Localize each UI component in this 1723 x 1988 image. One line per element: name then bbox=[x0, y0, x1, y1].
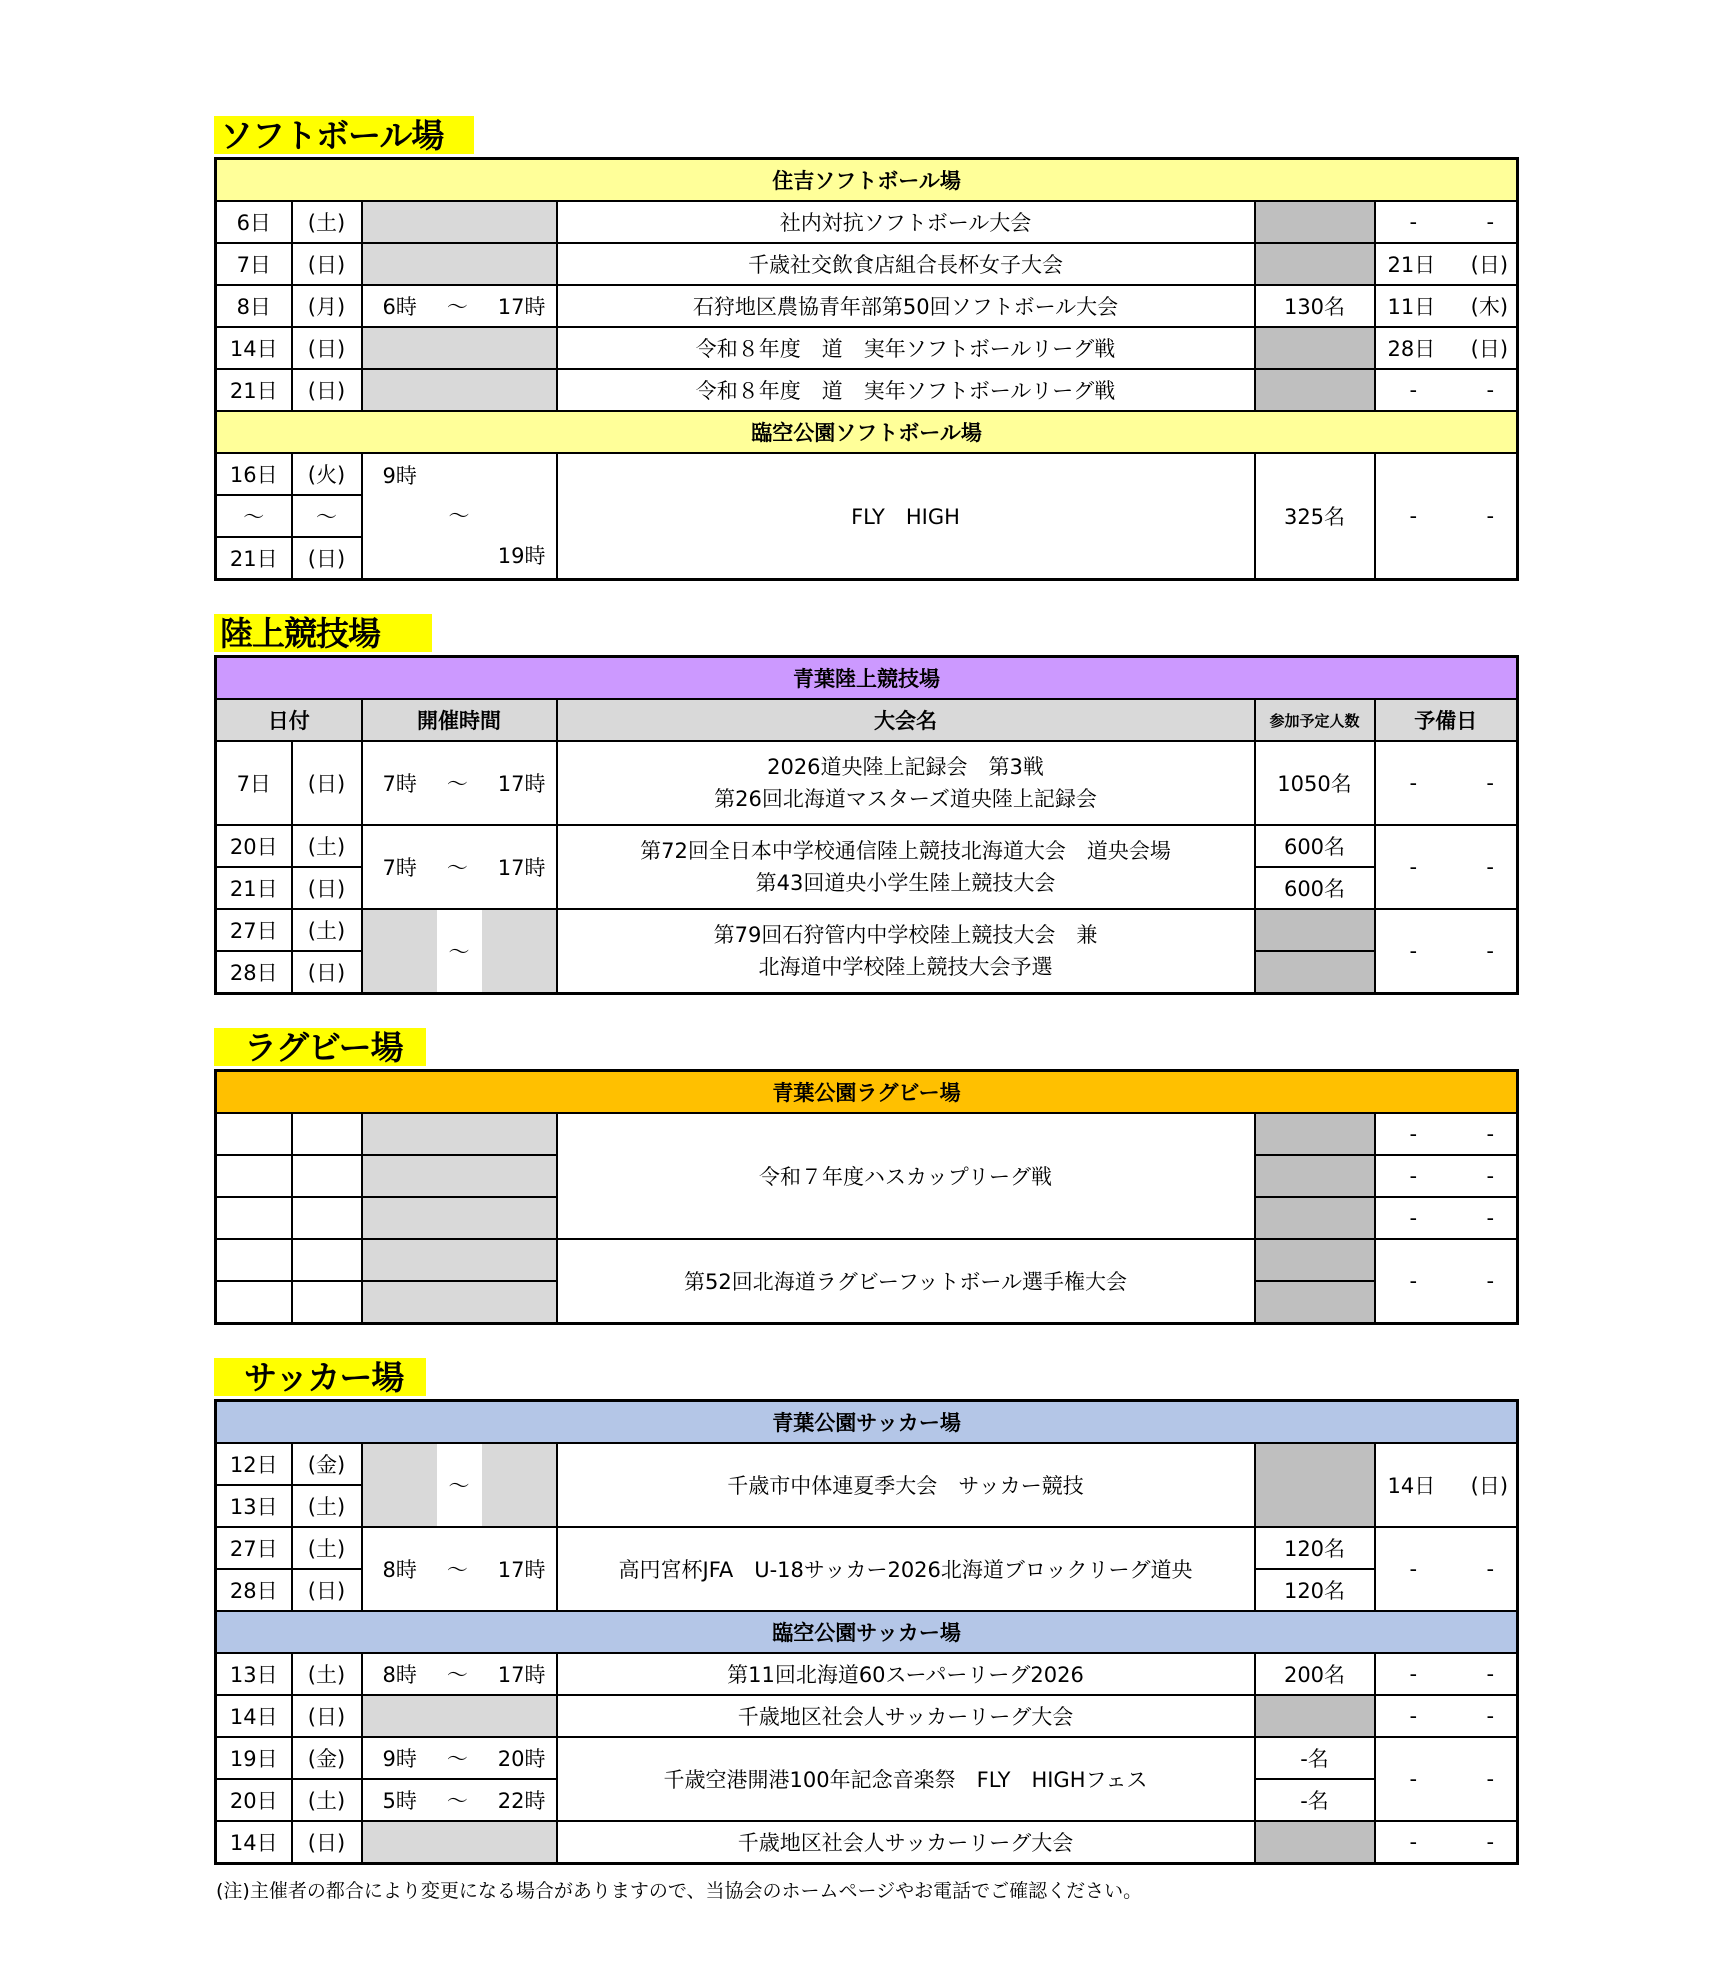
date-weekday: (土) bbox=[292, 909, 362, 951]
reserve-date: - - bbox=[1375, 1527, 1518, 1611]
event-name: 2026道央陸上記録会 第3戦 第26回北海道マスターズ道央陸上記録会 bbox=[557, 741, 1255, 825]
count-cell-empty bbox=[1255, 369, 1375, 411]
date-day: 27日 bbox=[216, 1527, 292, 1569]
date-weekday: (金) bbox=[292, 1443, 362, 1485]
date-weekday bbox=[292, 1155, 362, 1197]
date-day: 7日 bbox=[216, 741, 292, 825]
date-day: 14日 bbox=[216, 1821, 292, 1864]
count-cell-empty bbox=[1255, 327, 1375, 369]
participant-count: 600名 bbox=[1255, 825, 1375, 867]
event-name: 令和８年度 道 実年ソフトボールリーグ戦 bbox=[557, 327, 1255, 369]
reserve-date: - - bbox=[1375, 201, 1518, 243]
reserve-date: - - bbox=[1375, 1155, 1518, 1197]
date-day bbox=[216, 1113, 292, 1155]
table-row bbox=[216, 1443, 1518, 1485]
soccer-table bbox=[214, 1399, 1519, 1865]
date-day: 6日 bbox=[216, 201, 292, 243]
date-weekday: (日) bbox=[292, 1695, 362, 1737]
date-day: 28日 bbox=[216, 951, 292, 994]
date-day: 8日 bbox=[216, 285, 292, 327]
table-row bbox=[216, 243, 1518, 285]
date-day: 14日 bbox=[216, 327, 292, 369]
date-weekday: (日) bbox=[292, 951, 362, 994]
table-row bbox=[216, 1821, 1518, 1864]
reserve-date: - - bbox=[1375, 1197, 1518, 1239]
date-weekday: (土) bbox=[292, 201, 362, 243]
event-name: 千歳空港開港100年記念音楽祭 FLY HIGHフェス bbox=[557, 1737, 1255, 1821]
reserve-date: - - bbox=[1375, 1239, 1518, 1324]
date-day: 13日 bbox=[216, 1653, 292, 1695]
reserve-date: - - bbox=[1375, 1653, 1518, 1695]
reserve-date: - - bbox=[1375, 825, 1518, 909]
event-name: 第72回全日本中学校通信陸上競技北海道大会 道央会場 第43回道央小学生陸上競技大会 bbox=[557, 825, 1255, 909]
reserve-date: - - bbox=[1375, 453, 1518, 580]
time-range: 7時 ～ 17時 bbox=[362, 825, 557, 909]
time-range: ～ bbox=[362, 909, 557, 994]
date-weekday: (土) bbox=[292, 1485, 362, 1527]
softball-table bbox=[214, 157, 1519, 581]
track-section-title: 陸上競技場 bbox=[214, 614, 432, 652]
table-row bbox=[216, 1113, 1518, 1155]
date-day: 7日 bbox=[216, 243, 292, 285]
event-name: 千歳地区社会人サッカーリーグ大会 bbox=[557, 1695, 1255, 1737]
event-name: 第52回北海道ラグビーフットボール選手権大会 bbox=[557, 1239, 1255, 1324]
header-count: 参加予定人数 bbox=[1255, 699, 1375, 741]
count-cell-empty bbox=[1255, 1821, 1375, 1864]
softball-section-title: ソフトボール場 bbox=[214, 116, 474, 154]
table-row bbox=[216, 741, 1518, 825]
date-weekday bbox=[292, 1197, 362, 1239]
participant-count: 120名 bbox=[1255, 1569, 1375, 1611]
time-cell-empty bbox=[362, 1113, 557, 1155]
date-day: 12日 bbox=[216, 1443, 292, 1485]
participant-count: 130名 bbox=[1255, 285, 1375, 327]
reserve-date: - - bbox=[1375, 741, 1518, 825]
date-tilde: ～ bbox=[216, 495, 292, 537]
date-weekday: (土) bbox=[292, 1527, 362, 1569]
event-name: 第11回北海道60スーパーリーグ2026 bbox=[557, 1653, 1255, 1695]
table-row bbox=[216, 1653, 1518, 1695]
table-row bbox=[216, 825, 1518, 867]
count-cell-empty bbox=[1255, 1443, 1375, 1527]
table-row bbox=[216, 1737, 1518, 1779]
reserve-date: 11日 (木) bbox=[1375, 285, 1518, 327]
venue-header: 臨空公園ソフトボール場 bbox=[216, 411, 1518, 453]
date-day: 19日 bbox=[216, 1737, 292, 1779]
event-name: 令和８年度 道 実年ソフトボールリーグ戦 bbox=[557, 369, 1255, 411]
date-weekday: (日) bbox=[292, 1569, 362, 1611]
reserve-date: - - bbox=[1375, 369, 1518, 411]
venue-header: 臨空公園サッカー場 bbox=[216, 1611, 1518, 1653]
time-cell-empty bbox=[362, 369, 557, 411]
count-cell-empty bbox=[1255, 1239, 1375, 1281]
table-row bbox=[216, 1239, 1518, 1281]
table-row bbox=[216, 327, 1518, 369]
count-cell-empty bbox=[1255, 201, 1375, 243]
soccer-section-title: サッカー場 bbox=[214, 1358, 426, 1396]
time-range: ～ bbox=[362, 1443, 557, 1527]
participant-count: 1050名 bbox=[1255, 741, 1375, 825]
event-name: 第79回石狩管内中学校陸上競技大会 兼 北海道中学校陸上競技大会予選 bbox=[557, 909, 1255, 994]
time-cell-empty bbox=[362, 1821, 557, 1864]
date-weekday: (日) bbox=[292, 867, 362, 909]
reserve-date: 14日 (日) bbox=[1375, 1443, 1518, 1527]
reserve-date: - - bbox=[1375, 1113, 1518, 1155]
reserve-date: - - bbox=[1375, 1737, 1518, 1821]
table-row bbox=[216, 285, 1518, 327]
event-name: 千歳市中体連夏季大会 サッカー競技 bbox=[557, 1443, 1255, 1527]
header-reserve: 予備日 bbox=[1375, 699, 1518, 741]
column-headers bbox=[216, 699, 1518, 741]
date-weekday: (日) bbox=[292, 537, 362, 580]
reserve-date: - - bbox=[1375, 1695, 1518, 1737]
reserve-date: 28日 (日) bbox=[1375, 327, 1518, 369]
time-range: 9時 ～ 19時 bbox=[362, 453, 557, 580]
time-range: 7時 ～ 17時 bbox=[362, 741, 557, 825]
time-cell-empty bbox=[362, 243, 557, 285]
participant-count: 325名 bbox=[1255, 453, 1375, 580]
event-name: FLY HIGH bbox=[557, 453, 1255, 580]
track-table bbox=[214, 655, 1519, 995]
venue-header: 住吉ソフトボール場 bbox=[216, 159, 1518, 202]
time-cell-empty bbox=[362, 201, 557, 243]
count-cell-empty bbox=[1255, 1281, 1375, 1324]
footnote: (注)主催者の都合により変更になる場合がありますので、当協会のホームページやお電話でご確認ください。 bbox=[216, 1880, 1143, 1902]
time-range: 5時 ～ 22時 bbox=[362, 1779, 557, 1821]
date-day: 13日 bbox=[216, 1485, 292, 1527]
header-event: 大会名 bbox=[557, 699, 1255, 741]
table-row bbox=[216, 201, 1518, 243]
date-weekday: (土) bbox=[292, 825, 362, 867]
table-row bbox=[216, 369, 1518, 411]
participant-count: -名 bbox=[1255, 1737, 1375, 1779]
count-cell-empty bbox=[1255, 1197, 1375, 1239]
header-date: 日付 bbox=[216, 699, 362, 741]
date-weekday: (金) bbox=[292, 1737, 362, 1779]
rugby-table bbox=[214, 1069, 1519, 1325]
event-name: 社内対抗ソフトボール大会 bbox=[557, 201, 1255, 243]
participant-count: 120名 bbox=[1255, 1527, 1375, 1569]
time-range: 8時 ～ 17時 bbox=[362, 1653, 557, 1695]
table-row bbox=[216, 1527, 1518, 1569]
time-range: 9時 ～ 20時 bbox=[362, 1737, 557, 1779]
date-day: 20日 bbox=[216, 825, 292, 867]
time-range: 6時 ～ 17時 bbox=[362, 285, 557, 327]
date-weekday: (土) bbox=[292, 1653, 362, 1695]
date-weekday bbox=[292, 1239, 362, 1281]
venue-header: 青葉陸上競技場 bbox=[216, 657, 1518, 700]
count-cell-empty bbox=[1255, 951, 1375, 994]
date-weekday: (月) bbox=[292, 285, 362, 327]
count-cell-empty bbox=[1255, 1113, 1375, 1155]
participant-count: -名 bbox=[1255, 1779, 1375, 1821]
event-name: 石狩地区農協青年部第50回ソフトボール大会 bbox=[557, 285, 1255, 327]
participant-count: 600名 bbox=[1255, 867, 1375, 909]
date-weekday: (日) bbox=[292, 1821, 362, 1864]
date-weekday: (日) bbox=[292, 369, 362, 411]
time-cell-empty bbox=[362, 327, 557, 369]
reserve-date: 21日 (日) bbox=[1375, 243, 1518, 285]
date-day bbox=[216, 1155, 292, 1197]
count-cell-empty bbox=[1255, 1155, 1375, 1197]
time-cell-empty bbox=[362, 1155, 557, 1197]
count-cell-empty bbox=[1255, 909, 1375, 951]
event-name: 千歳地区社会人サッカーリーグ大会 bbox=[557, 1821, 1255, 1864]
time-cell-empty bbox=[362, 1281, 557, 1324]
participant-count: 200名 bbox=[1255, 1653, 1375, 1695]
date-day bbox=[216, 1239, 292, 1281]
date-day: 27日 bbox=[216, 909, 292, 951]
event-name: 千歳社交飲食店組合長杯女子大会 bbox=[557, 243, 1255, 285]
table-row bbox=[216, 1695, 1518, 1737]
event-name: 高円宮杯JFA U-18サッカー2026北海道ブロックリーグ道央 bbox=[557, 1527, 1255, 1611]
venue-header: 青葉公園ラグビー場 bbox=[216, 1071, 1518, 1114]
date-day: 20日 bbox=[216, 1779, 292, 1821]
date-weekday: (日) bbox=[292, 741, 362, 825]
venue-header: 青葉公園サッカー場 bbox=[216, 1401, 1518, 1444]
date-day: 28日 bbox=[216, 1569, 292, 1611]
date-weekday bbox=[292, 1281, 362, 1324]
table-row bbox=[216, 909, 1518, 951]
date-weekday: (火) bbox=[292, 453, 362, 495]
reserve-date: - - bbox=[1375, 909, 1518, 994]
date-weekday: (日) bbox=[292, 327, 362, 369]
date-day: 21日 bbox=[216, 867, 292, 909]
rugby-section-title: ラグビー場 bbox=[214, 1028, 426, 1066]
time-cell-empty bbox=[362, 1197, 557, 1239]
event-name: 令和７年度ハスカップリーグ戦 bbox=[557, 1113, 1255, 1239]
header-time: 開催時間 bbox=[362, 699, 557, 741]
time-cell-empty bbox=[362, 1239, 557, 1281]
time-range: 8時 ～ 17時 bbox=[362, 1527, 557, 1611]
date-day bbox=[216, 1197, 292, 1239]
reserve-date: - - bbox=[1375, 1821, 1518, 1864]
count-cell-empty bbox=[1255, 1695, 1375, 1737]
count-cell-empty bbox=[1255, 243, 1375, 285]
date-day: 21日 bbox=[216, 369, 292, 411]
date-weekday: (日) bbox=[292, 243, 362, 285]
date-day: 21日 bbox=[216, 537, 292, 580]
date-day: 16日 bbox=[216, 453, 292, 495]
date-day: 14日 bbox=[216, 1695, 292, 1737]
time-cell-empty bbox=[362, 1695, 557, 1737]
weekday-tilde: ～ bbox=[292, 495, 362, 537]
date-day bbox=[216, 1281, 292, 1324]
date-weekday: (土) bbox=[292, 1779, 362, 1821]
table-row bbox=[216, 453, 1518, 495]
date-weekday bbox=[292, 1113, 362, 1155]
